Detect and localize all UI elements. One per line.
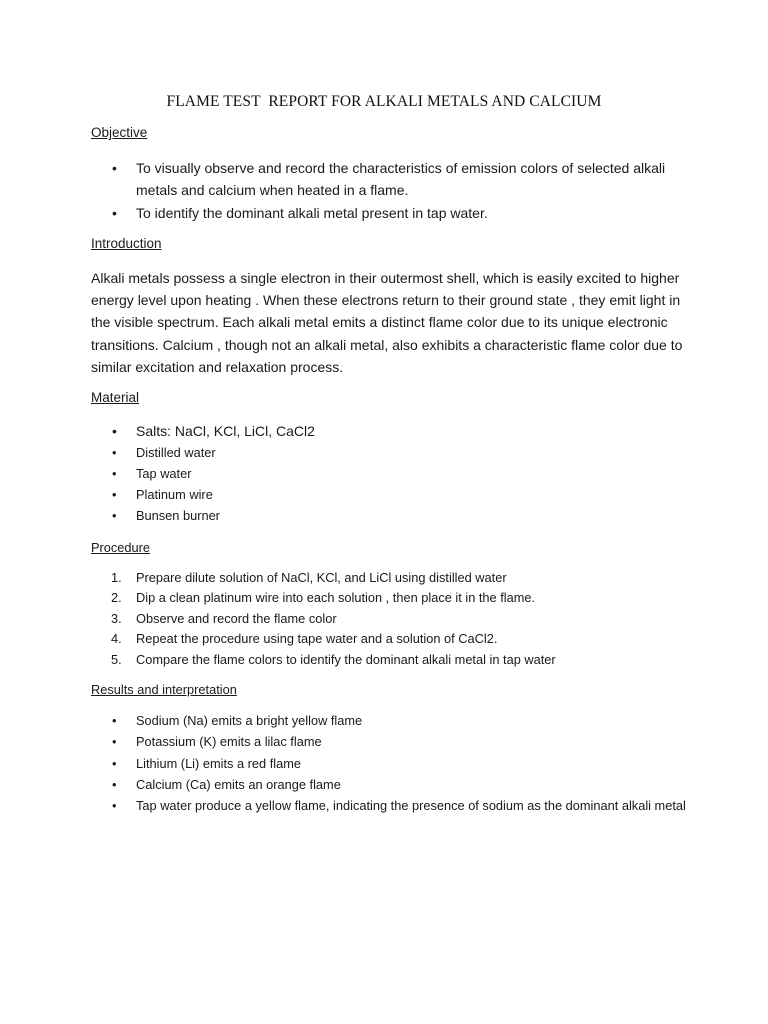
list-item-text: Distilled water	[136, 445, 216, 460]
step-number: 2.	[111, 590, 122, 606]
list-item	[91, 753, 691, 774]
list-item	[91, 463, 691, 484]
list-item-text: Potassium (K) emits a lilac flame	[136, 734, 322, 750]
list-item-text: Tap water	[136, 466, 192, 481]
list-item	[91, 710, 691, 731]
list-item	[91, 568, 691, 588]
list-item	[91, 650, 691, 670]
list-item	[91, 157, 691, 201]
list-item-text: Compare the flame colors to identify the dominant alkali metal in tap water	[136, 651, 556, 667]
list-item-text: Calcium (Ca) emits an orange flame	[136, 776, 341, 792]
bullet-icon: •	[112, 755, 117, 771]
document-title: FLAME TEST REPORT FOR ALKALI METALS AND CALCIUM	[166, 93, 602, 110]
bullet-icon: •	[112, 423, 117, 439]
list-item-text: Bunsen burner	[136, 508, 220, 523]
list-item-text: Salts: NaCl, KCl, LiCl, CaCl2	[136, 423, 315, 439]
objective-list	[91, 157, 691, 224]
procedure-heading: Procedure	[91, 540, 151, 555]
list-item-text: Platinum wire	[136, 487, 213, 502]
list-item-text: Observe and record the flame color	[136, 610, 337, 626]
bullet-icon: •	[112, 487, 117, 502]
list-item-text: To visually observe and record the characteristics of emission colors of selected alkali metals and calcium when heated in a flame.	[136, 160, 666, 198]
bullet-icon: •	[112, 734, 117, 750]
list-item	[91, 484, 691, 505]
list-item	[91, 588, 691, 608]
step-number: 1.	[111, 570, 122, 585]
material-list	[91, 420, 691, 526]
step-number: 3.	[111, 610, 122, 626]
list-item	[91, 505, 691, 526]
step-number: 4.	[111, 631, 122, 647]
list-item	[91, 731, 691, 752]
results-list	[91, 710, 691, 816]
list-item	[91, 795, 691, 816]
list-item-text: Prepare dilute solution of NaCl, KCl, and LiCl using distilled water	[136, 570, 507, 585]
bullet-icon: •	[112, 466, 117, 481]
list-item	[91, 629, 691, 649]
introduction-heading: Introduction	[91, 236, 162, 251]
objective-heading: Objective	[91, 125, 148, 140]
procedure-list	[91, 568, 691, 670]
list-item-text: To identify the dominant alkali metal present in tap water.	[136, 205, 488, 221]
list-item	[91, 202, 691, 224]
list-item-text: Tap water produce a yellow flame, indicating the presence of sodium as the dominant alkali metal	[136, 798, 686, 814]
bullet-icon: •	[112, 205, 117, 221]
list-item-text: Dip a clean platinum wire into each solution , then place it in the flame.	[136, 590, 536, 606]
bullet-icon: •	[112, 713, 117, 728]
bullet-icon: •	[112, 798, 117, 814]
list-item	[91, 442, 691, 463]
bullet-icon: •	[112, 445, 117, 460]
list-item-text: Sodium (Na) emits a bright yellow flame	[136, 713, 363, 728]
list-item-text: Lithium (Li) emits a red flame	[136, 755, 301, 771]
bullet-icon: •	[112, 776, 117, 792]
list-item	[91, 609, 691, 629]
list-item	[91, 774, 691, 795]
introduction-paragraph: Alkali metals possess a single electron in their outermost shell, which is easily excited to higher energy level upon heating . When these electrons return to their ground state , they emit light in the visible spectrum. Each alkali metal emits a distinct flame color due to its unique electronic transitions. Calcium , though not an alkali metal, also exhibits a characteristic flame color due to similar excitation and relaxation process.	[91, 270, 683, 375]
step-number: 5.	[111, 651, 122, 667]
material-heading: Material	[91, 390, 140, 405]
bullet-icon: •	[112, 160, 117, 176]
list-item-text: Repeat the procedure using tape water and a solution of CaCl2.	[136, 631, 498, 647]
bullet-icon: •	[112, 508, 117, 523]
list-item	[91, 420, 691, 442]
results-heading: Results and interpretation	[91, 682, 237, 697]
